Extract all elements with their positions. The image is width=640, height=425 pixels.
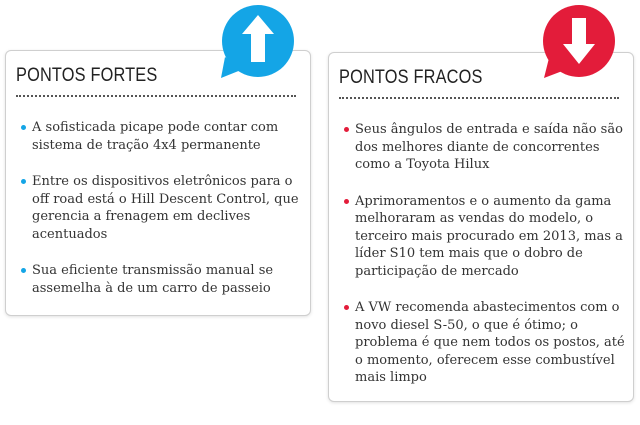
strengths-title: PONTOS FORTES: [16, 65, 158, 86]
arrow-down-icon: [541, 4, 617, 80]
weakness-item: [355, 121, 625, 174]
weaknesses-card: [328, 52, 634, 402]
arrow-up-icon: [219, 4, 295, 80]
weakness-item: [355, 193, 625, 281]
strength-item-text: Sua eficiente transmissão manual se assemelha à de um carro de passeio: [32, 263, 274, 296]
weakness-item: [355, 299, 625, 387]
strengths-divider: [16, 95, 296, 97]
bullet-icon: [344, 127, 349, 132]
weakness-item-text: Aprimoramentos e o aumento da gama melhoraram as vendas do modelo, o terceiro mais procurado em 2013, mas a líder S10 tem mais que o dobro de participação de mercado: [355, 193, 623, 279]
weaknesses-list: [355, 121, 625, 406]
bullet-icon: [21, 179, 26, 184]
strength-item-text: A sofisticada picape pode contar com sistema de tração 4x4 permanente: [32, 120, 279, 153]
arrow-up-badge-icon: [219, 4, 295, 80]
weakness-item-text: Seus ângulos de entrada e saída não são dos melhores diante de concorrentes como a Toyota Hilux: [355, 122, 623, 172]
strength-item: [32, 262, 302, 297]
arrow-down-badge-icon: [541, 4, 617, 80]
bullet-icon: [21, 125, 26, 130]
weakness-item-text: A VW recomenda abastecimentos com o novo diesel S-50, o que é ótimo; o problema é que nem todos os postos, até o momento, oferecem esse combustível mais limpo: [355, 300, 625, 385]
strength-item-text: Entre os dispositivos eletrônicos para o off road está o Hill Descent Control, que gerencia a frenagem em declives acentuados: [32, 174, 299, 242]
bullet-icon: [344, 305, 349, 310]
weaknesses-title: PONTOS FRACOS: [339, 67, 483, 88]
strengths-card: [5, 50, 311, 316]
strength-item: [32, 119, 302, 154]
bullet-icon: [21, 268, 26, 273]
strength-item: [32, 173, 302, 243]
bullet-icon: [344, 199, 349, 204]
strengths-list: [32, 119, 302, 316]
weaknesses-divider: [339, 97, 619, 99]
